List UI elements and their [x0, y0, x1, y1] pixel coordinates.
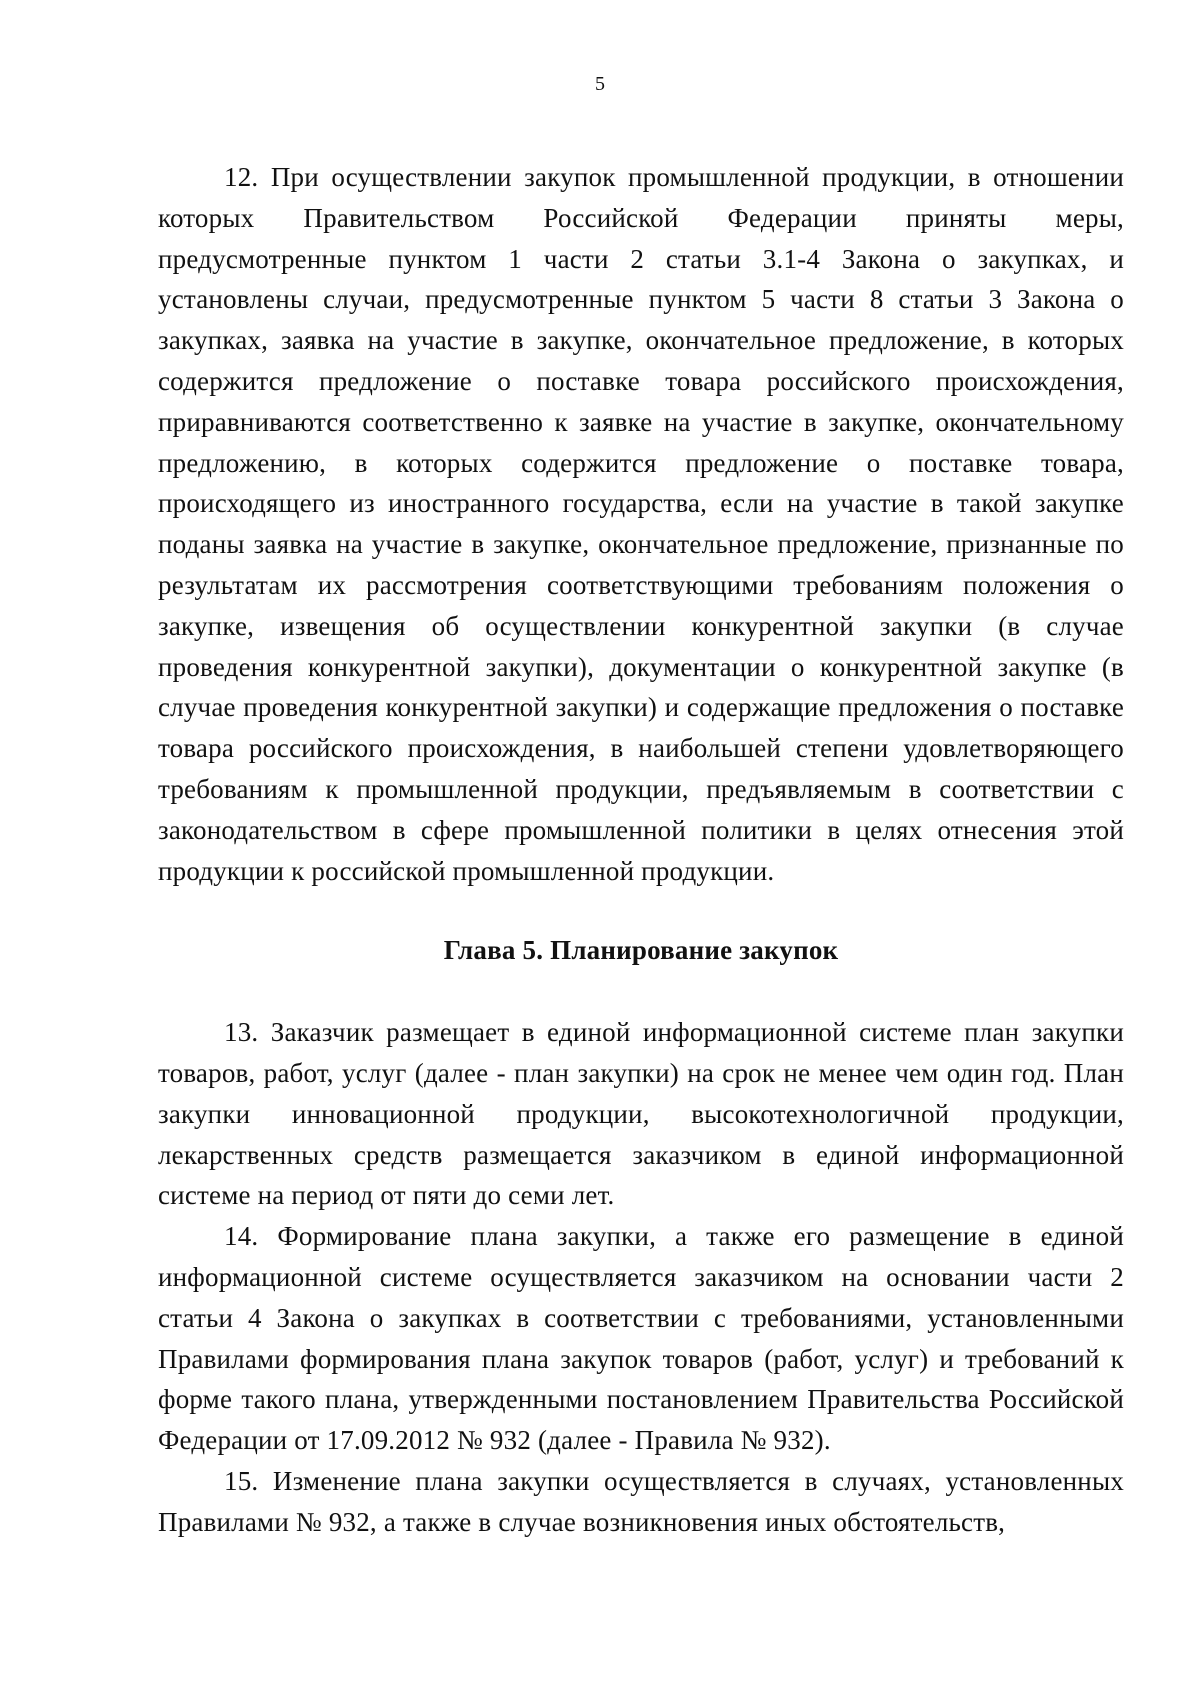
- paragraph-15: 15. Изменение плана закупки осуществляется в случаях, установленных Правилами № 932, а также в случае возникновения иных обстоятельств,: [158, 1465, 1124, 1537]
- chapter-heading: Глава 5. Планирование закупок: [443, 935, 839, 966]
- paragraph-12: 12. При осуществлении закупок промышленной продукции, в отношении которых Правительством Российской Федерации приняты меры, предусмотренные пунктом 1 части 2 статьи 3.1-4 Закона о закупках, и установлены случаи, предусмотренные пунктом 5 части 8 статьи 3 Закона о закупках, заявка на участие в закупке, окончательное предложение, в которых содержится предложение о поставке товара российского происхождения, приравниваются соответственно к заявке на участие в закупке, окончательному предложению, в которых содержится предложение о поставке товара, происходящего из иностранного государства, если на участие в такой закупке поданы заявка на участие в закупке, окончательное предложение, признанные по результатам их рассмотрения соответствующими требованиям положения о закупке, извещения об осуществлении конкурентной закупки (в случае проведения конкурентной закупки), документации о конкурентной закупке (в случае проведения конкурентной закупки) и содержащие предложения о поставке товара российского происхождения, в наибольшей степени удовлетворяющего требованиям к промышленной продукции, предъявляемым в соответствии с законодательством в сфере промышленной политики в целях отнесения этой продукции к российской промышленной продукции.: [158, 162, 1124, 886]
- paragraph-14: 14. Формирование плана закупки, а также его размещение в единой информационной системе осуществляется заказчиком на основании части 2 статьи 4 Закона о закупках в соответствии с требованиями, установленными Правилами формирования плана закупок товаров (работ, услуг) и требований к форме такого плана, утвержденными постановлением Правительства Российской Федерации от 17.09.2012 № 932 (далее - Правила № 932).: [158, 1221, 1124, 1456]
- page-number: 5: [595, 73, 605, 95]
- document-body: [158, 157, 1124, 1543]
- paragraph-13: 13. Заказчик размещает в единой информационной системе план закупки товаров, работ, услуг (далее - план закупки) на срок не менее чем один год. План закупки инновационной продукции, высокотехнологичной продукции, лекарственных средств размещается заказчиком в единой информационной системе на период от пяти до семи лет.: [158, 1017, 1124, 1211]
